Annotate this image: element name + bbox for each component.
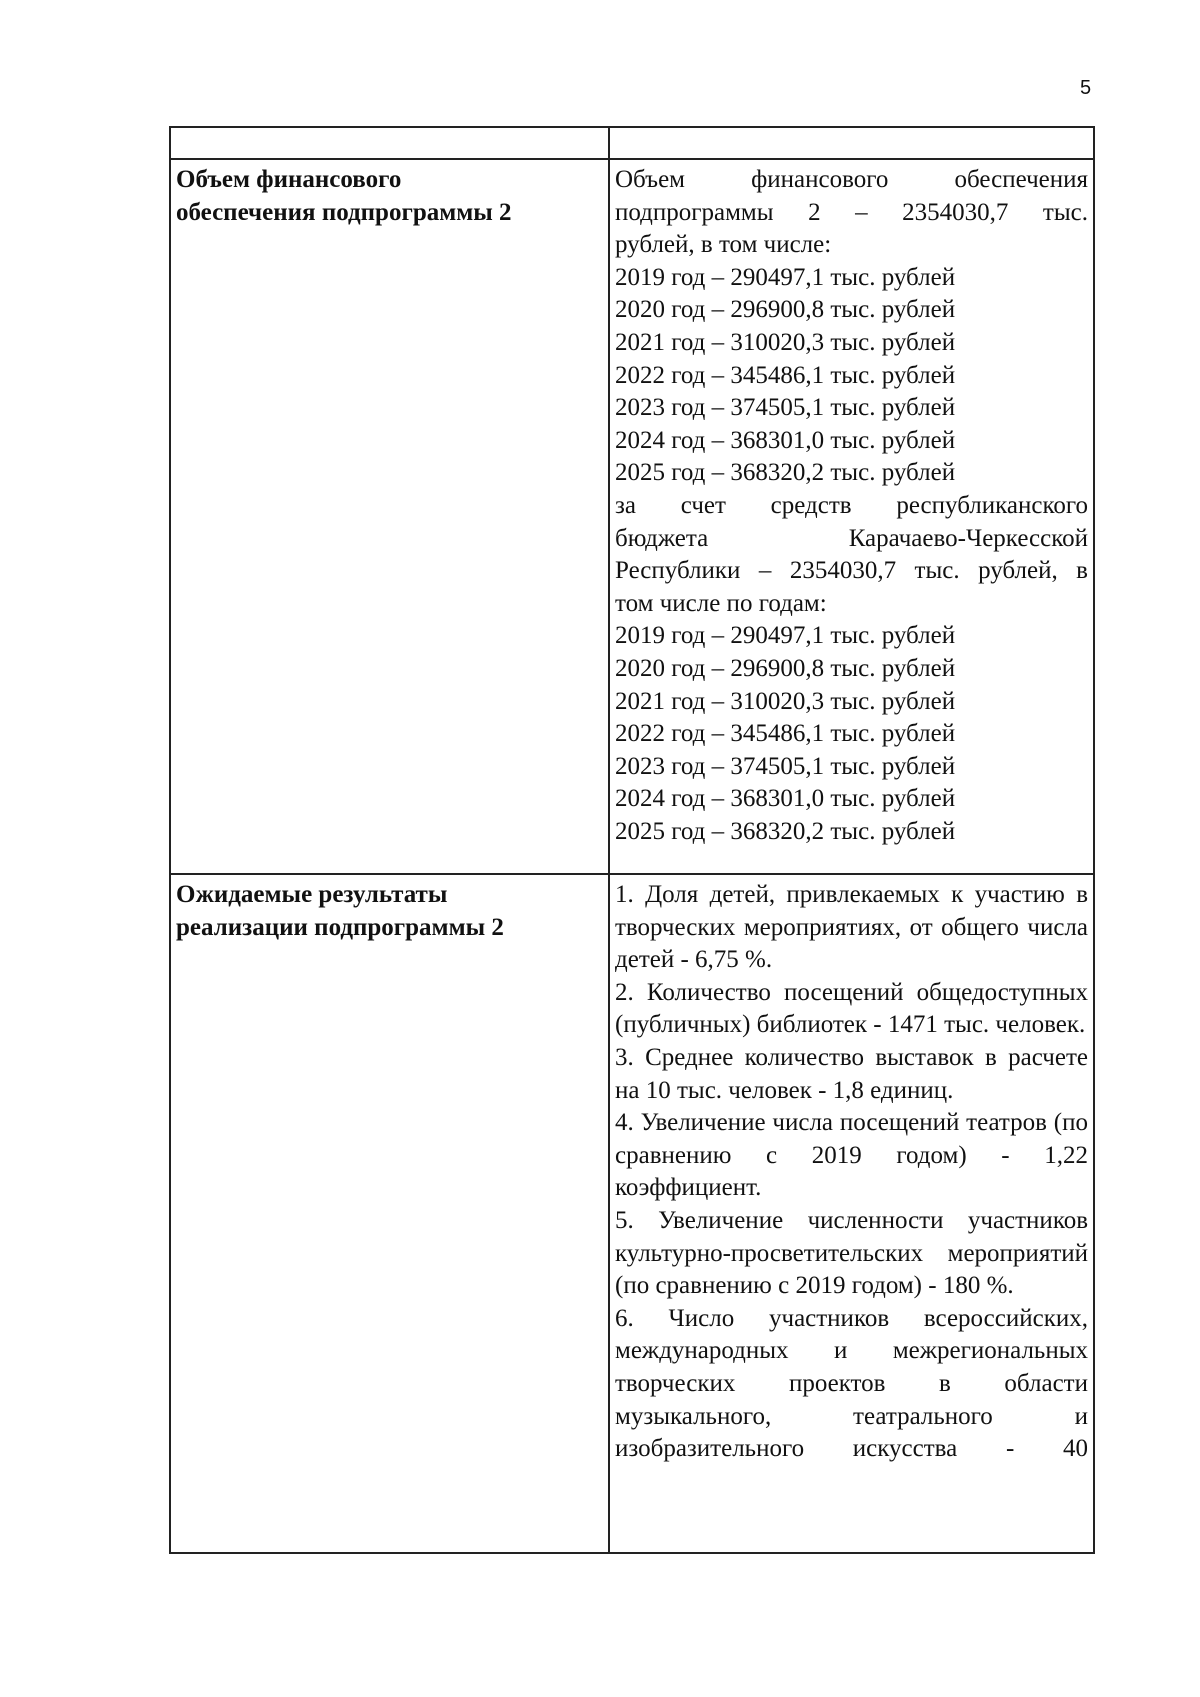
finance-row <box>170 159 1094 874</box>
finance-total-year-2023: 2023 год – 374505,1 тыс. рублей <box>615 394 956 422</box>
finance-budget-line-1: за счет средств республиканского <box>615 491 1088 519</box>
finance-intro-line-1: Объем финансового обеспечения <box>615 166 1088 193</box>
finance-label-line-2: обеспечения подпрограммы 2 <box>176 198 512 226</box>
page-number: 5 <box>1080 77 1092 99</box>
finance-budget-year-2022: 2022 год – 345486,1 тыс. рублей <box>615 720 956 748</box>
result-item-3: 3. Среднее количество выставок в расчете на 10 тыс. человек - 1,8 единиц. <box>615 1043 1088 1104</box>
finance-total-year-2021: 2021 год – 310020,3 тыс. рублей <box>615 328 956 356</box>
table-header-row <box>170 127 1094 159</box>
finance-budget-year-2024: 2024 год – 368301,0 тыс. рублей <box>615 785 956 813</box>
header-cell-right <box>609 127 1094 159</box>
finance-budget-line-2: бюджета Карачаево-Черкесской <box>615 524 1088 552</box>
finance-total-year-2024: 2024 год – 368301,0 тыс. рублей <box>615 426 956 454</box>
passport-table <box>169 126 1095 1554</box>
finance-intro-end: рублей, в том числе: <box>615 231 832 259</box>
finance-budget-year-2025: 2025 год – 368320,2 тыс. рублей <box>615 817 956 845</box>
finance-budget-year-2019: 2019 год – 290497,1 тыс. рублей <box>615 622 956 650</box>
finance-budget-year-2023: 2023 год – 374505,1 тыс. рублей <box>615 752 956 780</box>
results-value-cell <box>609 874 1094 1553</box>
finance-label-cell <box>170 159 609 874</box>
result-item-6: 6. Число участников всероссийских, международных и межрегиональных творческих проектов в области музыкального, театрального и изобразительного искусства - 40 <box>615 1304 1088 1463</box>
finance-total-year-2025: 2025 год – 368320,2 тыс. рублей <box>615 459 956 487</box>
result-item-4: 4. Увеличение числа посещений театров (по сравнению с 2019 годом) - 1,22 коэффициент. <box>615 1109 1088 1202</box>
results-row <box>170 874 1094 1553</box>
finance-budget-year-2020: 2020 год – 296900,8 тыс. рублей <box>615 654 956 682</box>
finance-value-cell <box>609 159 1094 874</box>
finance-label-line-1: Объем финансового <box>176 166 402 193</box>
finance-total-year-2020: 2020 год – 296900,8 тыс. рублей <box>615 296 956 324</box>
finance-total-year-2022: 2022 год – 345486,1 тыс. рублей <box>615 361 956 389</box>
results-label-cell <box>170 874 609 1553</box>
result-item-1: 1. Доля детей, привлекаемых к участию в творческих мероприятиях, от общего числа детей - 6,75 %. <box>615 881 1088 974</box>
finance-budget-year-2021: 2021 год – 310020,3 тыс. рублей <box>615 687 956 715</box>
results-label-line-1: Ожидаемые результаты <box>176 881 448 908</box>
result-item-2: 2. Количество посещений общедоступных (публичных) библиотек - 1471 тыс. человек. <box>615 978 1088 1039</box>
finance-budget-line-3: Республики – 2354030,7 тыс. рублей, в <box>615 557 1088 585</box>
result-item-5: 5. Увеличение численности участников культурно-просветительских мероприятий (по сравнению с 2019 годом) - 180 %. <box>615 1206 1088 1300</box>
results-label-line-2: реализации подпрограммы 2 <box>176 913 504 941</box>
finance-budget-end: том числе по годам: <box>615 589 827 617</box>
finance-total-year-2019: 2019 год – 290497,1 тыс. рублей <box>615 263 956 291</box>
header-cell-left <box>170 127 609 159</box>
finance-intro-line-2: подпрограммы 2 – 2354030,7 тыс. <box>615 198 1088 226</box>
